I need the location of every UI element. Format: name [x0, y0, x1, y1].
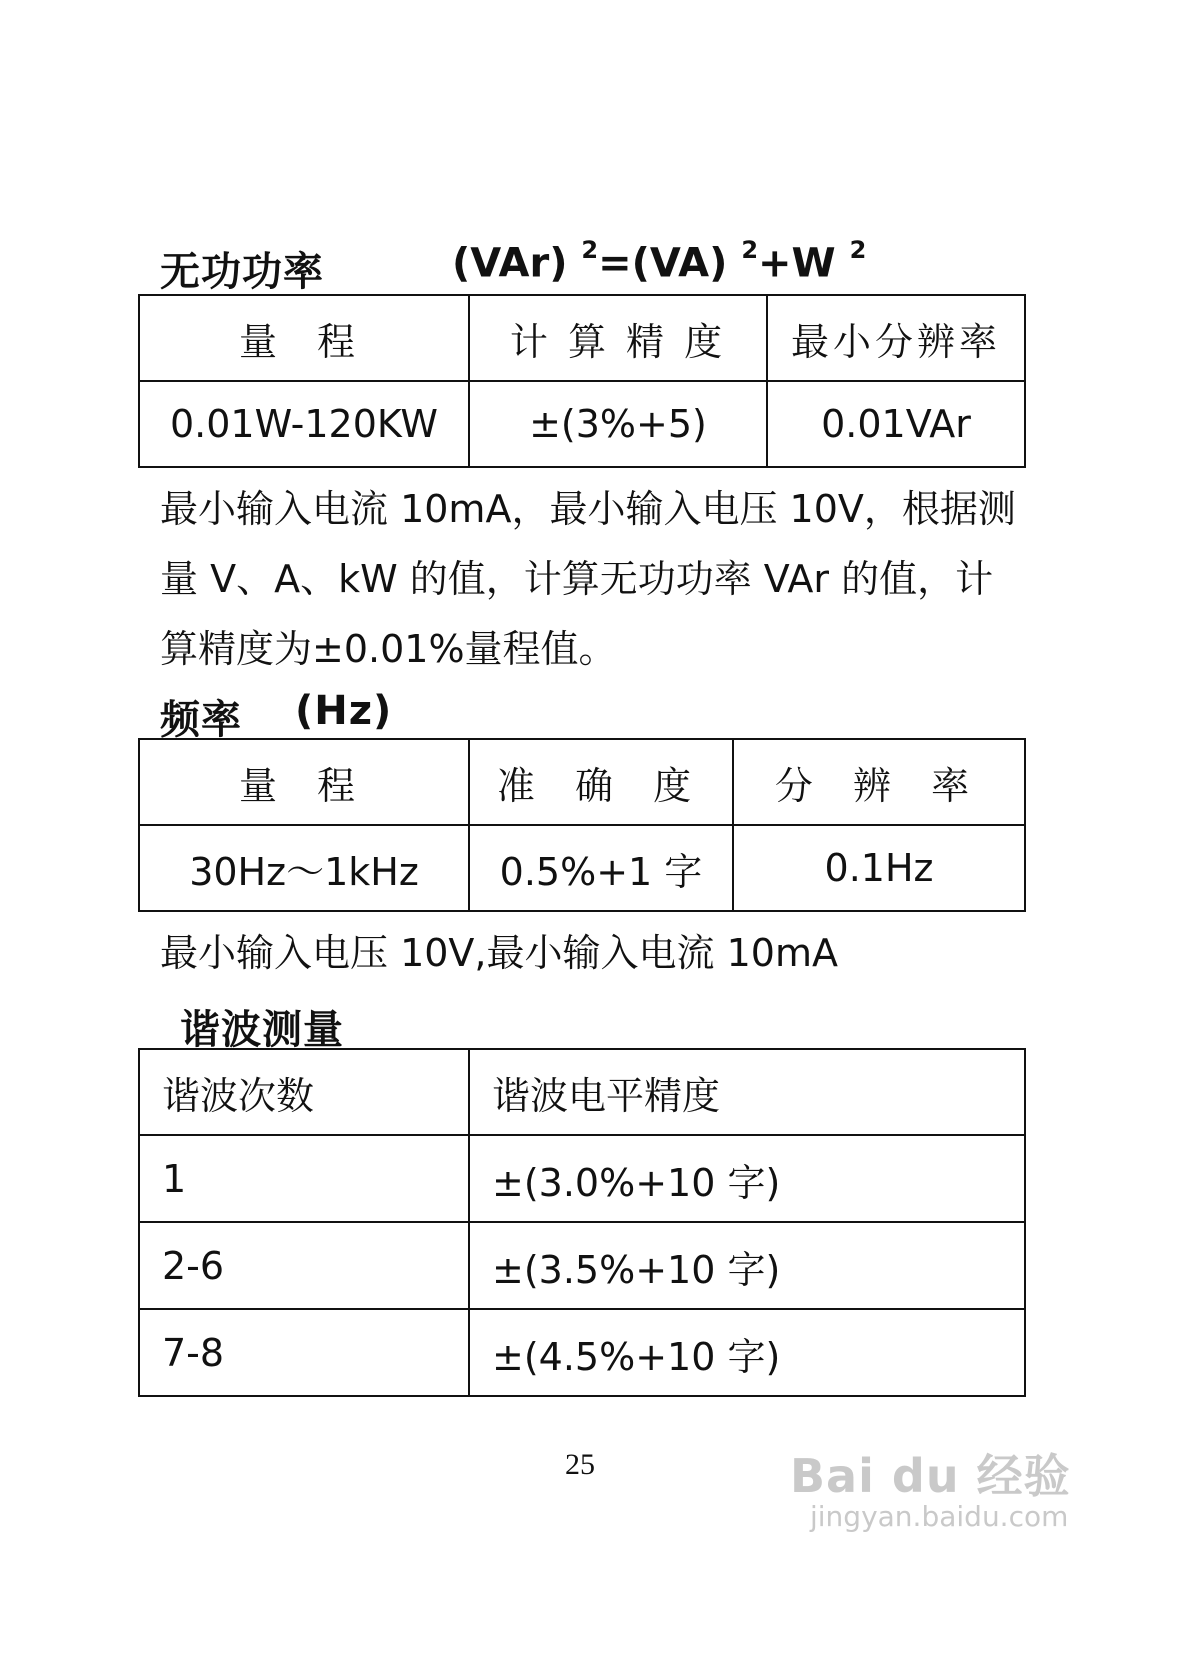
table-cell: 0.01W-120KW	[139, 381, 469, 467]
table-cell: ±(3%+5)	[469, 381, 767, 467]
table-cell: 2-6	[139, 1222, 469, 1309]
table-header-accuracy: 准 确 度	[469, 739, 733, 825]
note-line: 最小输入电流 10mA，最小输入电压 10V，根据测	[160, 487, 1016, 531]
page-number: 25	[565, 1448, 595, 1481]
table-header-min-resolution: 最小分辨率	[767, 295, 1025, 381]
section-title-frequency: 频率	[160, 697, 242, 743]
table-cell: 0.01VAr	[767, 381, 1025, 467]
table-header-range: 量 程	[139, 295, 469, 381]
table-header-range: 量 程	[139, 739, 469, 825]
table-cell: 1	[139, 1135, 469, 1222]
reactive-power-note	[160, 474, 1090, 684]
frequency-table	[138, 738, 1026, 912]
table-cell: 0.5%+1 字	[469, 825, 733, 911]
frequency-unit: (Hz)	[295, 688, 393, 734]
table-cell: ±(4.5%+10 字)	[469, 1309, 1025, 1396]
table-cell: 0.1Hz	[733, 825, 1025, 911]
table-header-calc-accuracy: 计 算 精 度	[469, 295, 767, 381]
reactive-power-formula: (VAr) $^2$=(VA) $^2$+W $^2$	[452, 236, 867, 287]
section-title-harmonics: 谐波测量	[180, 1007, 344, 1053]
reactive-power-table	[138, 294, 1026, 468]
table-header-harmonic-order: 谐波次数	[139, 1049, 469, 1135]
watermark-url: jingyan.baidu.com	[810, 1500, 1069, 1533]
note-line: 算精度为±0.01%量程值。	[160, 627, 617, 671]
frequency-note: 最小输入电压 10V,最小输入电流 10mA	[160, 931, 838, 975]
table-cell: ±(3.0%+10 字)	[469, 1135, 1025, 1222]
note-line: 量 V、A、kW 的值，计算无功功率 VAr 的值，计	[160, 557, 994, 601]
table-cell: ±(3.5%+10 字)	[469, 1222, 1025, 1309]
watermark-logo: Bai du 经验	[790, 1449, 1071, 1503]
harmonics-table	[138, 1048, 1026, 1397]
section-title-reactive-power: 无功功率	[160, 249, 324, 295]
table-cell: 7-8	[139, 1309, 469, 1396]
table-header-harmonic-accuracy: 谐波电平精度	[469, 1049, 1025, 1135]
table-header-resolution: 分 辨 率	[733, 739, 1025, 825]
table-cell: 30Hz～1kHz	[139, 825, 469, 911]
